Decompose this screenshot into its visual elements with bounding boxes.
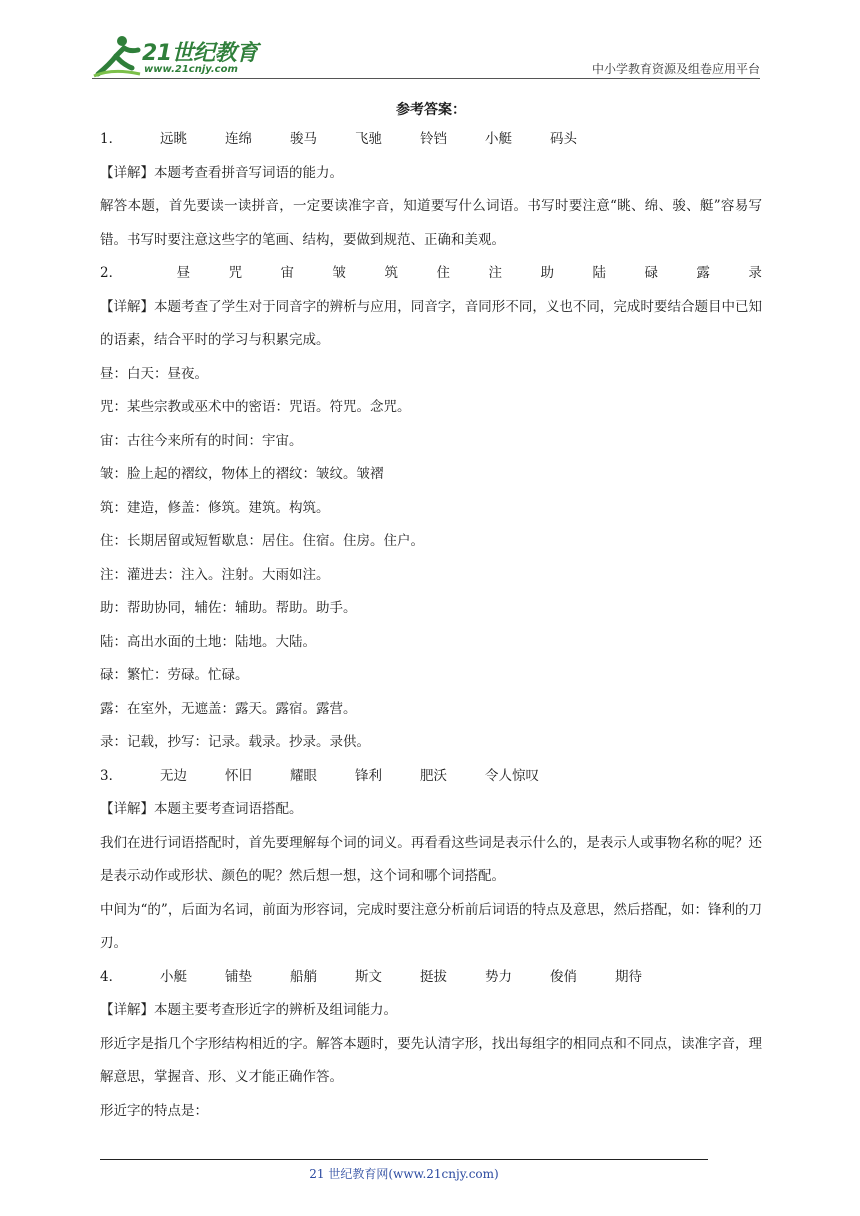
q2-item: 住：长期居留或短暂歇息：居住。住宿。住房。住户。	[100, 533, 424, 549]
q4-paragraph: 形近字是指几个字形结构相近的字。解答本题时，要先认清字形，找出每组字的相同点和不同点，读准字音，理解意思，掌握音、形、义才能正确作答。	[100, 1035, 762, 1085]
answer-word: 小艇	[160, 968, 187, 985]
detail-text: 本题考查看拼音写词语的能力。	[154, 164, 343, 181]
answer-word: 铃铛	[420, 131, 447, 147]
q4-paragraph: 形近字的特点是：	[100, 1102, 208, 1119]
q2-item: 助：帮助协同，辅佐：辅助。帮助。助手。	[100, 600, 357, 616]
footer-divider	[100, 1159, 708, 1160]
answer-word: 住	[436, 265, 450, 281]
q3-number: 3．	[100, 767, 123, 784]
q2-item: 筑：建造，修盖：修筑。建筑。构筑。	[100, 499, 330, 516]
q2-item: 皱：脸上起的褶纹，物体上的褶纹：皱纹。皱褶	[100, 466, 384, 482]
runner-logo-icon	[92, 34, 142, 78]
answer-word: 令人惊叹	[485, 767, 539, 784]
answer-word: 挺拔	[420, 968, 447, 985]
answer-word: 骏马	[290, 131, 317, 147]
answer-content	[100, 97, 762, 1128]
q4-detail	[100, 994, 762, 1028]
answer-word: 耀眼	[290, 767, 317, 784]
q2-item: 咒：某些宗教或巫术中的密语：咒语。符咒。念咒。	[100, 399, 411, 415]
q1-detail	[100, 157, 762, 191]
q2-item: 陆：高出水面的土地：陆地。大陆。	[100, 633, 316, 650]
answer-word: 露	[696, 265, 710, 281]
q2-answers	[100, 257, 762, 291]
logo	[92, 32, 262, 78]
q2-number: 2．	[100, 265, 123, 281]
q2-item: 露：在室外，无遮盖：露天。露宿。露营。	[100, 700, 357, 717]
q4-answers	[100, 961, 762, 995]
answer-word: 锋利	[355, 767, 382, 784]
q2-item: 碌：繁忙：劳碌。忙碌。	[100, 667, 249, 683]
detail-text: 本题主要考查词语搭配。	[154, 801, 303, 817]
detail-tag: 【详解】	[100, 1002, 154, 1018]
answer-word: 远眺	[160, 131, 187, 147]
q3-answers	[100, 760, 762, 794]
detail-tag: 【详解】	[100, 164, 154, 181]
header-platform-text: 中小学教育资源及组卷应用平台	[591, 62, 760, 76]
answer-word: 无边	[160, 767, 187, 784]
logo-url: www.21cnjy.com	[144, 64, 238, 75]
q3-paragraph: 我们在进行词语搭配时，首先要理解每个词的词义。再看看这些词是表示什么的，是表示人或事物名称的呢？还是表示动作或形状、颜色的呢？然后想一想，这个词和哪个词搭配。	[100, 834, 762, 884]
detail-text: 本题考查了学生对于同音字的辨析与应用，同音字，音同形不同，义也不同，完成时要结合题目中已知的语素，结合平时的学习与积累完成。	[100, 298, 763, 348]
answer-word: 铺垫	[225, 968, 252, 985]
detail-tag: 【详解】	[100, 298, 155, 315]
answer-word: 小艇	[485, 131, 512, 147]
answer-word: 咒	[228, 265, 243, 281]
answer-word: 肥沃	[420, 767, 447, 784]
answer-word: 斯文	[355, 968, 382, 985]
q1-answers	[100, 123, 762, 157]
q1-number: 1．	[100, 131, 123, 147]
answer-word: 码头	[550, 131, 577, 147]
page-footer: 21 世纪教育网(www.21cnjy.com)	[309, 1167, 499, 1181]
answer-word: 陆	[592, 265, 606, 281]
answer-word: 录	[748, 265, 762, 281]
q2-detail	[100, 291, 762, 358]
q4-number: 4．	[100, 968, 123, 985]
answer-word: 注	[488, 265, 502, 281]
answer-word: 连绵	[225, 131, 252, 147]
q3-paragraph: 中间为“的”，后面为名词，前面为形容词，完成时要注意分析前后词语的特点及意思，然后搭配，如：锋利的刀刃。	[100, 901, 762, 951]
q2-item: 宙：古往今来所有的时间：宇宙。	[100, 432, 303, 449]
q2-item: 昼：白天：昼夜。	[100, 365, 208, 382]
answer-word: 筑	[384, 265, 399, 281]
page-title: 参考答案：	[396, 102, 466, 118]
answer-word: 昼	[176, 265, 191, 281]
answer-word: 势力	[485, 968, 512, 985]
detail-tag: 【详解】	[100, 801, 154, 817]
answer-word: 期待	[615, 968, 642, 985]
answer-word: 船艄	[290, 968, 317, 985]
answer-word: 怀旧	[225, 767, 252, 784]
answer-word: 俊俏	[550, 968, 577, 985]
logo-text: 21世纪教育	[142, 41, 258, 66]
q2-item: 录：记载，抄写：记录。载录。抄录。录供。	[100, 734, 370, 750]
answer-word: 皱	[332, 265, 347, 281]
answer-word: 助	[540, 265, 554, 281]
q3-detail	[100, 793, 762, 827]
page-header	[92, 32, 760, 80]
q2-item: 注：灌进去：注入。注射。大雨如注。	[100, 566, 330, 583]
answer-word: 碌	[644, 265, 658, 281]
q1-paragraph: 解答本题，首先要读一读拼音，一定要读准字音，知道要写什么词语。书写时要注意“眺、绵、骏、艇”容易写错。书写时要注意这些字的笔画、结构，要做到规范、正确和美观。	[100, 198, 762, 248]
detail-text: 本题主要考查形近字的辨析及组词能力。	[154, 1002, 397, 1018]
answer-word: 飞驰	[355, 131, 382, 147]
answer-word: 宙	[280, 265, 295, 281]
header-divider	[92, 78, 760, 79]
